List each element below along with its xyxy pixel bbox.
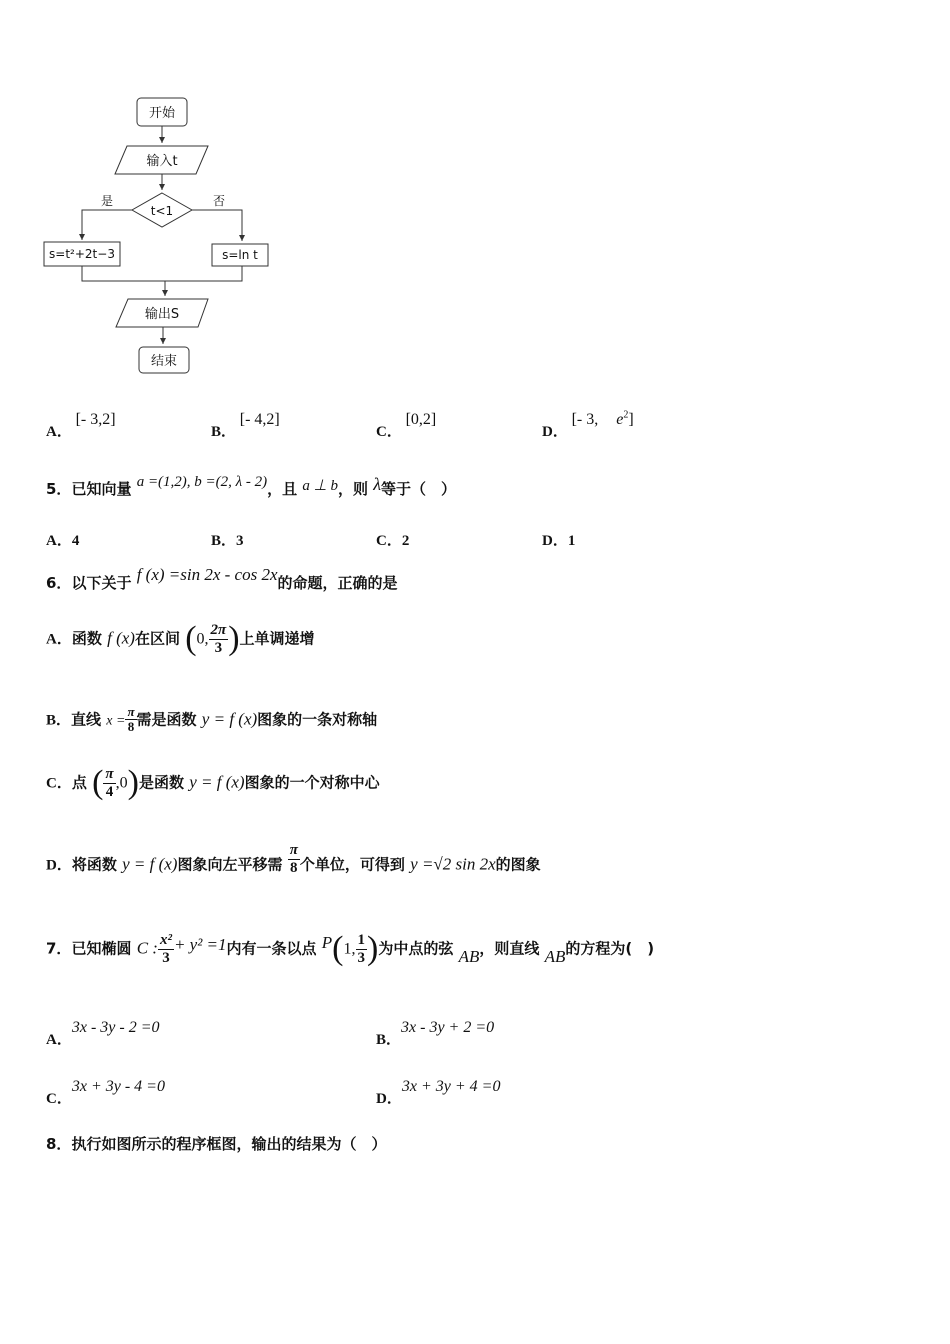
fraction-numerator: x² (159, 932, 172, 948)
fraction-denominator: 3 (162, 949, 170, 966)
ellipse-rest: + y² =1 (173, 934, 227, 954)
q7-option-c[interactable] (46, 1078, 165, 1108)
left-paren: ( (185, 620, 197, 657)
result-function: y =√2 sin 2x (410, 854, 496, 874)
question-text: 的命题，正确的是 (277, 574, 398, 592)
q5-option-a[interactable] (46, 529, 79, 550)
option-label: B． (211, 424, 237, 440)
option-value: [- 3,2] (75, 411, 116, 428)
fraction-numerator: π (127, 704, 135, 719)
fraction-denominator: 3 (214, 639, 223, 656)
question-text: 已知椭圆 (71, 939, 132, 958)
question-8 (46, 1133, 386, 1154)
q6-option-c[interactable] (46, 766, 380, 800)
question-text: 为中点的弦 (378, 939, 454, 958)
flowchart-input-text: 输入t (146, 154, 178, 169)
option-value: 3x + 3y + 4 =0 (401, 1078, 501, 1095)
chord-name: AB (544, 946, 566, 966)
question-text: 执行如图所示的程序框图，输出的结果为（ ） (71, 1135, 387, 1153)
fraction-denominator: 8 (127, 719, 135, 735)
option-text: 将函数 (71, 855, 117, 874)
q6-option-b[interactable] (46, 705, 377, 735)
function-notation: y = f (x) (201, 709, 258, 729)
question-text: 内有一条以点 (226, 939, 317, 958)
option-value: 3x - 3y + 2 =0 (401, 1019, 495, 1036)
fraction-denominator: 3 (357, 949, 365, 966)
option-text: 图象的一条对称轴 (257, 710, 378, 729)
option-value: 3x + 3y - 4 =0 (71, 1078, 165, 1095)
fraction-numerator: 1 (357, 932, 365, 948)
option-label: D． (376, 1091, 402, 1107)
question-number: 5． (46, 480, 72, 498)
right-paren: ) (367, 930, 379, 967)
q5-option-c[interactable] (376, 529, 409, 550)
option-text: 是函数 (138, 773, 184, 792)
right-paren: ) (127, 764, 139, 801)
q6-option-a[interactable] (46, 622, 315, 656)
option-text: 函数 (71, 629, 102, 648)
point-y: ,0 (115, 774, 128, 792)
question-7 (46, 932, 654, 966)
flowchart-right-text: s=ln t (222, 248, 258, 262)
option-value: 2 (401, 533, 410, 549)
point-name: P (321, 932, 333, 952)
function-notation: y = f (x) (189, 772, 245, 792)
q6-option-d[interactable] (46, 842, 541, 882)
option-label: C． (376, 424, 402, 440)
question-text: ，则直线 (479, 939, 540, 958)
fraction-numerator: 2π (210, 622, 227, 638)
option-label: A． (46, 631, 72, 648)
option-value: 3x - 3y - 2 =0 (71, 1019, 160, 1036)
option-label: B． (211, 533, 237, 549)
option-value: 4 (71, 533, 80, 549)
chord-name: AB (458, 946, 480, 966)
fraction (209, 622, 229, 656)
option-text: 需是函数 (136, 710, 197, 729)
fraction-denominator: 8 (290, 859, 298, 876)
flowchart-output-text: 输出S (144, 307, 180, 322)
question-number: 6． (46, 574, 72, 592)
flowchart-yes-label: 是 (100, 194, 114, 208)
option-text: 的图象 (495, 855, 541, 874)
right-paren: ) (228, 620, 240, 657)
flowchart-start-text: 开始 (148, 106, 176, 121)
left-paren: ( (92, 764, 104, 801)
option-label: D． (46, 857, 72, 874)
fraction (288, 842, 300, 876)
option-text: 在区间 (134, 629, 180, 648)
option-value-pre: [- 3, (571, 411, 599, 428)
perpendicular-expression: a ⊥ b (302, 478, 338, 494)
question-text: 的方程为( ) (565, 939, 655, 958)
option-label: A． (46, 533, 72, 549)
question-text: 已知向量 (71, 480, 132, 498)
flowchart-condition-text: t<1 (150, 204, 174, 218)
option-text: 个单位，可得到 (299, 855, 405, 874)
question-text: 等于（ ） (381, 480, 457, 498)
option-value: 1 (567, 533, 576, 549)
left-paren: ( (332, 930, 344, 967)
line-x: x = (106, 713, 126, 729)
option-label: C． (46, 1091, 72, 1107)
q4-option-a[interactable] (46, 411, 116, 441)
fraction-numerator: π (289, 842, 298, 858)
option-text: 上单调递增 (239, 629, 315, 648)
question-text: 以下关于 (71, 574, 132, 592)
option-label: B． (46, 712, 72, 729)
option-text: 图象的一个对称中心 (244, 773, 380, 792)
flowchart (0, 0, 300, 390)
option-value-sup: 2 (623, 409, 629, 421)
q4-option-c[interactable] (376, 411, 437, 441)
fraction (356, 932, 368, 966)
option-value: [0,2] (405, 411, 437, 428)
question-5 (46, 474, 457, 499)
question-number: 8． (46, 1135, 72, 1153)
question-text: ，则 (337, 480, 368, 498)
flowchart-left-text: s=t²+2t−3 (49, 247, 115, 261)
option-text: 直线 (71, 710, 102, 729)
q5-option-b[interactable] (211, 529, 244, 550)
q4-option-d[interactable] (542, 409, 634, 441)
vector-expression: a =(1,2), b =(2, λ - 2) (136, 474, 268, 490)
flowchart-end-text: 结束 (150, 354, 178, 369)
option-label: C． (376, 533, 402, 549)
q7-option-d[interactable] (376, 1078, 501, 1108)
option-label: D． (542, 533, 568, 549)
q7-option-a[interactable] (46, 1019, 160, 1049)
fraction (103, 766, 115, 800)
option-label: C． (46, 775, 72, 792)
option-value: [- 4,2] (239, 411, 280, 428)
point-x: 1, (343, 940, 356, 958)
option-label: B． (376, 1032, 402, 1048)
interval-start: 0, (196, 630, 209, 648)
q5-option-d[interactable] (542, 529, 575, 550)
question-number: 7． (46, 939, 72, 958)
fraction (158, 932, 174, 966)
option-text: 点 (71, 773, 87, 792)
fraction-denominator: 4 (105, 783, 114, 800)
option-text: 图象向左平移需 (177, 855, 283, 874)
flowchart-no-label: 否 (212, 194, 226, 208)
option-value-post: ] (628, 411, 634, 428)
lambda-symbol: λ (373, 474, 382, 494)
function-expression: f (x) =sin 2x - cos 2x (136, 565, 278, 584)
question-text: ，且 (267, 480, 298, 498)
question-6 (46, 565, 398, 593)
function-notation: f (x) (107, 628, 135, 648)
option-value: 3 (236, 533, 244, 549)
option-label: A． (46, 424, 72, 440)
option-label: D． (542, 424, 568, 440)
option-label: A． (46, 1032, 72, 1048)
fraction (125, 705, 136, 735)
option-value-e: e (616, 411, 624, 428)
q7-option-b[interactable] (376, 1019, 495, 1049)
option-value (572, 411, 634, 428)
ellipse-name: C : (136, 938, 158, 958)
function-notation: y = f (x) (122, 854, 178, 874)
q4-option-b[interactable] (211, 411, 280, 441)
fraction-numerator: π (105, 766, 114, 782)
